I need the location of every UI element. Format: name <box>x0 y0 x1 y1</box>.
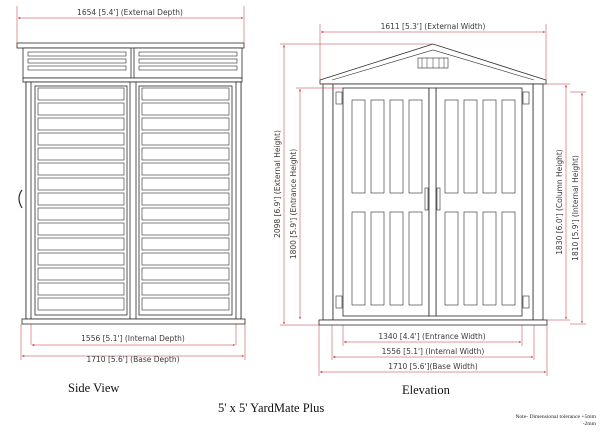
door-panel-lower <box>390 212 403 305</box>
side-view-caption: Side View <box>68 381 120 395</box>
side-slat <box>38 208 124 220</box>
side-slat <box>142 148 229 160</box>
side-slat <box>38 133 124 145</box>
elev-center-stile <box>429 88 436 316</box>
entrance-width-label: 1340 [4.4'] (Entrance Width) <box>378 332 486 341</box>
door-panel-lower <box>502 212 515 305</box>
side-roof-rim <box>17 43 244 48</box>
door-panel-lower <box>464 212 477 305</box>
door-panel-upper <box>445 100 458 193</box>
external-width-label: 1611 [5.3'] (External Width) <box>380 22 486 31</box>
drawing-title: 5' x 5' YardMate Plus <box>218 401 325 415</box>
tolerance-note <box>515 414 596 427</box>
side-post-left <box>26 82 31 319</box>
side-slat <box>38 178 124 190</box>
column-height-label: 1830 [6.0'] (Column Height) <box>555 149 564 255</box>
elev-column-right <box>533 84 543 320</box>
side-slat <box>142 118 229 130</box>
door-panel-upper <box>352 100 365 193</box>
elev-handle-right <box>437 188 440 210</box>
internal-height-label: 1810 [5.9'] (Internal Height) <box>571 155 580 261</box>
door-panel-upper <box>371 100 384 193</box>
external-depth-label: 1654 [5.4'] (External Depth) <box>77 8 183 17</box>
elevation-view <box>319 44 547 325</box>
door-panel-upper <box>390 100 403 193</box>
elevation-caption: Elevation <box>402 383 450 397</box>
side-slat <box>142 208 229 220</box>
base-width-label: 1710 [5.6'](Base Width) <box>388 362 478 371</box>
side-eave <box>23 78 242 82</box>
tolerance-note-line1: Note- Dimensional tolerance +5mm <box>515 414 596 420</box>
side-slat <box>142 178 229 190</box>
side-slat <box>38 103 124 115</box>
side-slat <box>38 268 124 280</box>
door-panel-lower <box>371 212 384 305</box>
side-slat <box>38 238 124 250</box>
elev-handle-left <box>425 188 428 210</box>
internal-depth-label: 1556 [5.1'] (Internal Depth) <box>81 334 185 343</box>
side-door-handle <box>19 190 22 208</box>
side-slat <box>142 223 229 235</box>
elev-column-left <box>323 84 333 320</box>
side-slat <box>142 88 229 100</box>
side-slat <box>142 163 229 175</box>
side-slat <box>142 238 229 250</box>
door-panel-upper <box>502 100 515 193</box>
side-slat <box>38 283 124 295</box>
base-depth-label: 1710 [5.6'] (Base Depth) <box>86 355 180 364</box>
tolerance-note-line2: -2mm <box>582 420 596 427</box>
side-slat <box>142 283 229 295</box>
side-slat <box>38 193 124 205</box>
door-panel-upper <box>409 100 422 193</box>
door-panel-lower <box>445 212 458 305</box>
side-slat <box>142 268 229 280</box>
side-slat <box>38 88 124 100</box>
elev-base <box>319 320 547 325</box>
entrance-height-label: 1800 [5.9'] (Entrance Height) <box>289 148 298 260</box>
side-slat <box>38 118 124 130</box>
external-height-label: 2098 [6.9'] (External Height) <box>273 130 282 238</box>
door-panel-upper <box>464 100 477 193</box>
internal-width-label: 1556 [5.1'] (Internal Width) <box>381 347 485 356</box>
side-slat <box>142 298 229 310</box>
side-post-center <box>130 82 136 319</box>
door-panel-lower <box>409 212 422 305</box>
side-slat <box>142 103 229 115</box>
side-roof-vents <box>28 52 237 70</box>
side-slat <box>38 163 124 175</box>
door-panel-upper <box>483 100 496 193</box>
side-base <box>22 319 245 324</box>
side-slat <box>38 298 124 310</box>
side-post-right <box>236 82 241 319</box>
side-slat <box>142 193 229 205</box>
side-slat <box>142 133 229 145</box>
door-panel-lower <box>352 212 365 305</box>
side-slat <box>38 223 124 235</box>
side-view <box>17 43 245 324</box>
side-slat <box>142 253 229 265</box>
side-slat <box>38 253 124 265</box>
door-panel-lower <box>483 212 496 305</box>
side-slat <box>38 148 124 160</box>
